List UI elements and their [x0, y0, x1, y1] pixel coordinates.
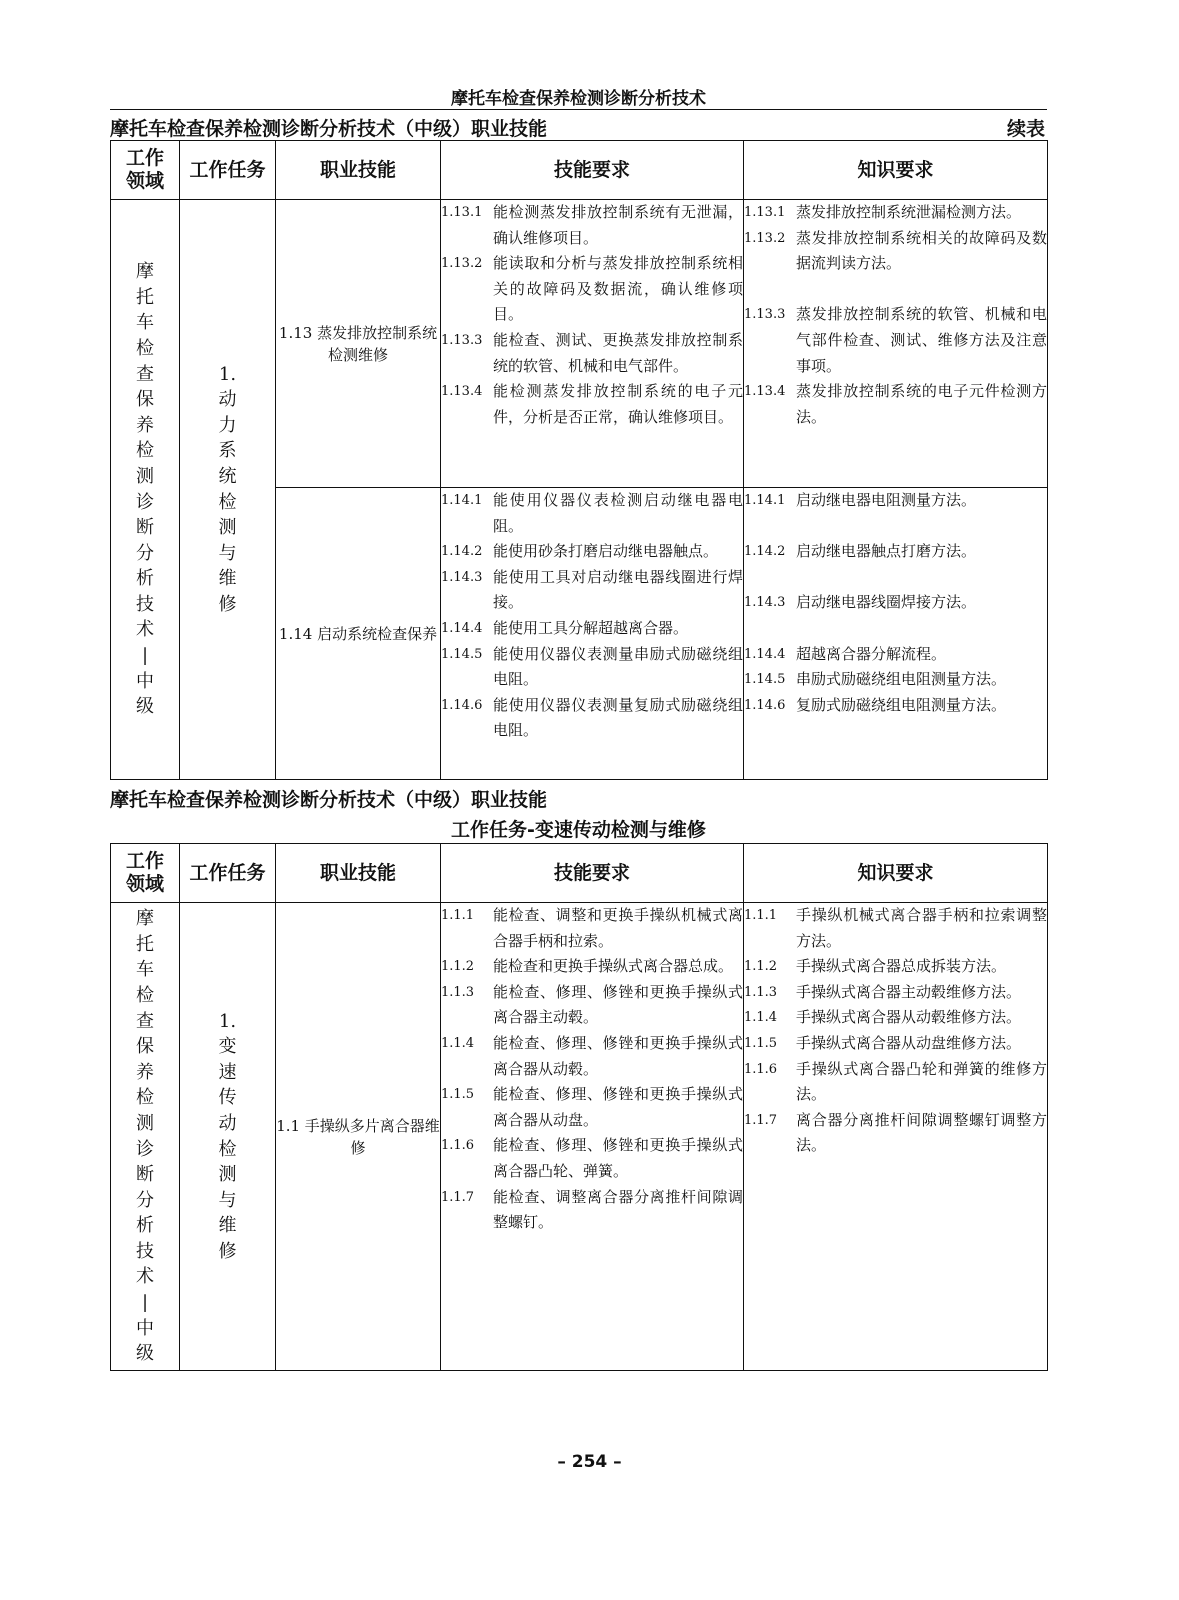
- header-work-domain-b: 领域: [125, 873, 164, 895]
- item-number: 1.14.5: [744, 672, 786, 688]
- item-text: 能检查、修理、修锉和更换手操纵式离合器从动毂。: [493, 1033, 743, 1078]
- vertical-char: 检: [218, 491, 237, 513]
- list-item: [441, 379, 743, 430]
- vertical-text: [111, 259, 179, 720]
- item-text: 启动继电器线圈焊接方法。: [796, 593, 977, 612]
- list-item: [744, 1057, 1047, 1108]
- vertical-char: 中: [136, 1317, 154, 1339]
- item-number: 1.13.1: [441, 205, 483, 220]
- list-item: [441, 1031, 743, 1082]
- table-header-row: [111, 141, 1048, 200]
- knowledge-req-cell: [744, 200, 1048, 488]
- item-number: 1.14.4: [441, 620, 483, 636]
- list-item: [441, 565, 743, 616]
- item-number: 1.1.4: [441, 1035, 475, 1051]
- list-item: [744, 1031, 1047, 1057]
- item-text: 复励式励磁绕组电阻测量方法。: [796, 695, 1007, 714]
- vertical-char: 级: [136, 1343, 154, 1365]
- vertical-char: 车: [136, 959, 154, 981]
- vertical-char: 术: [136, 1266, 154, 1288]
- item-number: 1.1.2: [441, 959, 475, 975]
- list-item: [441, 642, 743, 693]
- item-number: 1.14.3: [744, 595, 786, 611]
- vertical-char: 摩: [136, 261, 154, 283]
- item-number: 1.1.1: [744, 908, 778, 923]
- list-item: [441, 1133, 743, 1184]
- vertical-char: 托: [136, 286, 154, 308]
- list-item: [441, 539, 743, 565]
- item-number: 1.1.6: [744, 1061, 778, 1077]
- vertical-char: 检: [136, 984, 154, 1006]
- list-item: [744, 539, 1047, 565]
- list-item: [744, 200, 1047, 226]
- vertical-char: 析: [136, 568, 154, 590]
- vertical-char: 维: [218, 568, 237, 590]
- table-header-row: [111, 844, 1048, 903]
- item-number: 1.1.5: [441, 1087, 475, 1103]
- item-text: 能检查、测试、更换蒸发排放控制系统的软管、机械和电气部件。: [493, 330, 743, 375]
- list-item: [441, 903, 743, 954]
- table1-caption: [110, 114, 1047, 141]
- item-number: 1.14.2: [744, 544, 786, 560]
- item-number: 1.13.2: [441, 256, 483, 272]
- header-work-task: 工作任务: [180, 141, 276, 200]
- item-number: 1.14.5: [441, 646, 483, 662]
- skill-cell: 1.14 启动系统检查保养: [276, 488, 441, 780]
- item-number: 1.1.6: [441, 1138, 475, 1154]
- item-number: 1.14.6: [744, 697, 786, 713]
- vertical-char: 与: [218, 1189, 237, 1211]
- header-work-domain: [111, 844, 180, 903]
- item-text: 手操纵式离合器凸轮和弹簧的维修方法。: [796, 1059, 1047, 1104]
- item-number: 1.13.1: [744, 205, 786, 220]
- item-text: 能检查、修理、修锉和更换手操纵式离合器主动毂。: [493, 982, 743, 1027]
- list-item: [744, 1005, 1047, 1031]
- item-text: 启动继电器电阻测量方法。: [796, 491, 977, 509]
- vertical-char: 托: [136, 933, 154, 955]
- vertical-char: 断: [136, 517, 154, 539]
- skills-table-2: [110, 843, 1048, 1371]
- item-number: 1.1.1: [441, 908, 475, 923]
- item-text: 手操纵机械式离合器手柄和拉索调整方法。: [796, 906, 1047, 950]
- item-number: 1.13.2: [744, 230, 786, 246]
- work-task-cell: [180, 903, 276, 1371]
- item-text: 手操纵式离合器总成拆装方法。: [796, 957, 1007, 976]
- vertical-char: 养: [136, 414, 154, 436]
- vertical-text: [180, 1009, 275, 1265]
- list-item: [744, 980, 1047, 1006]
- vertical-text: [180, 362, 275, 618]
- vertical-char: 技: [136, 593, 154, 615]
- item-text: 启动继电器触点打磨方法。: [796, 542, 977, 561]
- header-work-domain: [111, 141, 180, 200]
- vertical-char: 诊: [136, 1138, 154, 1160]
- item-text: 能检测蒸发排放控制系统有无泄漏，确认维修项目。: [493, 203, 743, 247]
- work-domain-cell: [111, 200, 180, 780]
- item-number: 1.14.4: [744, 646, 786, 662]
- header-work-task: 工作任务: [180, 844, 276, 903]
- item-text: 能检查、修理、修锉和更换手操纵式离合器从动盘。: [493, 1085, 743, 1129]
- list-item: [744, 379, 1047, 430]
- table2-caption-text: 摩托车检查保养检测诊断分析技术（中级）职业技能: [110, 789, 548, 811]
- vertical-char: 1.: [218, 1010, 237, 1032]
- vertical-char: 系: [218, 440, 237, 462]
- vertical-char: 析: [136, 1215, 154, 1237]
- list-item: [744, 903, 1047, 954]
- vertical-char: 检: [136, 440, 154, 462]
- header-knowledge-requirements: 知识要求: [744, 844, 1048, 903]
- header-knowledge-requirements: 知识要求: [744, 141, 1048, 200]
- list-item: [441, 1185, 743, 1236]
- vertical-char: 断: [136, 1164, 154, 1186]
- list-item: [744, 226, 1047, 277]
- header-skill-requirements: 技能要求: [441, 141, 744, 200]
- header-skill: 职业技能: [276, 844, 441, 903]
- page-number: – 254 –: [557, 1452, 622, 1472]
- table1-caption-text: 摩托车检查保养检测诊断分析技术（中级）职业技能: [110, 118, 548, 140]
- item-number: 1.1.5: [744, 1035, 778, 1051]
- item-text: 能使用砂条打磨启动继电器触点。: [493, 542, 719, 561]
- vertical-char: 统: [218, 465, 237, 487]
- running-head: 摩托车检查保养检测诊断分析技术: [451, 89, 706, 109]
- vertical-char: 测: [136, 465, 154, 487]
- vertical-char: 变: [218, 1036, 237, 1058]
- list-item: [744, 488, 1047, 514]
- item-text: 手操纵式离合器主动毂维修方法。: [796, 982, 1022, 1001]
- vertical-char: 检: [136, 337, 154, 359]
- header-rule: [110, 109, 1047, 110]
- vertical-char: 检: [136, 1087, 154, 1109]
- header-work-domain-a: 工作: [125, 850, 164, 872]
- item-text: 蒸发排放控制系统相关的故障码及数据流判读方法。: [796, 228, 1047, 273]
- item-text: 能检测蒸发排放控制系统的电子元件，分析是否正常，确认维修项目。: [493, 382, 743, 426]
- item-text: 能检查、调整和更换手操纵机械式离合器手柄和拉索。: [493, 906, 743, 950]
- item-number: 1.1.2: [744, 959, 778, 975]
- item-text: 能使用工具对启动继电器线圈进行焊接。: [493, 567, 743, 612]
- vertical-char: 中: [136, 670, 154, 692]
- vertical-char: 查: [136, 363, 154, 385]
- item-number: 1.1.4: [744, 1010, 778, 1026]
- vertical-text: [111, 906, 179, 1367]
- vertical-char: 测: [218, 517, 237, 539]
- list-item: [744, 642, 1047, 668]
- item-text: 能检查、调整离合器分离推杆间隙调整螺钉。: [493, 1187, 743, 1232]
- item-text: 能检查和更换手操纵式离合器总成。: [493, 957, 734, 976]
- vertical-char: 查: [136, 1010, 154, 1032]
- item-number: 1.1.7: [441, 1189, 475, 1205]
- work-domain-cell: [111, 903, 180, 1371]
- vertical-char: 速: [218, 1061, 237, 1083]
- list-item: [441, 980, 743, 1031]
- list-item: [441, 251, 743, 328]
- item-number: 1.14.1: [744, 493, 786, 508]
- knowledge-req-cell: [744, 488, 1048, 780]
- vertical-char: |: [141, 1292, 149, 1314]
- item-number: 1.1.3: [441, 984, 475, 1000]
- vertical-char: 分: [136, 1189, 154, 1211]
- table-row: [111, 200, 1048, 488]
- item-number: 1.14.6: [441, 697, 483, 713]
- item-text: 能使用工具分解超越离合器。: [493, 618, 689, 637]
- list-item: [441, 488, 743, 539]
- item-text: 蒸发排放控制系统泄漏检测方法。: [796, 203, 1022, 221]
- item-number: 1.13.4: [744, 384, 786, 400]
- item-text: 串励式励磁绕组电阻测量方法。: [796, 670, 1007, 689]
- list-item: [441, 328, 743, 379]
- vertical-char: 维: [218, 1215, 237, 1237]
- item-number: 1.13.3: [744, 307, 786, 323]
- vertical-char: 保: [136, 1036, 154, 1058]
- vertical-char: 分: [136, 542, 154, 564]
- list-item: [441, 693, 743, 744]
- vertical-char: 动: [218, 1112, 237, 1134]
- skill-cell: 1.1 手操纵多片离合器维修: [276, 903, 441, 1371]
- list-item: [441, 200, 743, 251]
- skill-req-cell: [441, 903, 744, 1371]
- item-number: 1.1.7: [744, 1112, 778, 1128]
- skills-table-1: [110, 140, 1048, 780]
- continued-label: 续表: [1006, 118, 1045, 140]
- knowledge-req-cell: [744, 903, 1048, 1371]
- item-text: 离合器分离推杆间隙调整螺钉调整方法。: [796, 1110, 1047, 1155]
- item-text: 能使用仪器仪表测量串励式励磁绕组电阻。: [493, 644, 743, 689]
- list-item: [744, 667, 1047, 693]
- vertical-char: 修: [218, 1240, 237, 1262]
- vertical-char: 摩: [136, 908, 154, 930]
- vertical-char: 诊: [136, 491, 154, 513]
- vertical-char: 传: [218, 1087, 237, 1109]
- item-text: 能使用仪器仪表测量复励式励磁绕组电阻。: [493, 695, 743, 740]
- list-item: [744, 1108, 1047, 1159]
- vertical-char: |: [141, 645, 149, 667]
- header-skill-requirements: 技能要求: [441, 844, 744, 903]
- item-text: 能检查、修理、修锉和更换手操纵式离合器凸轮、弹簧。: [493, 1136, 743, 1180]
- vertical-char: 保: [136, 389, 154, 411]
- skill-req-cell: [441, 200, 744, 488]
- vertical-char: 车: [136, 312, 154, 334]
- header-work-domain-b: 领域: [125, 170, 164, 192]
- vertical-char: 术: [136, 619, 154, 641]
- item-number: 1.14.1: [441, 493, 483, 508]
- item-number: 1.13.3: [441, 332, 483, 348]
- item-text: 手操纵式离合器从动盘维修方法。: [796, 1033, 1022, 1052]
- item-number: 1.14.3: [441, 569, 483, 585]
- skill-cell: 1.13 蒸发排放控制系统检测维修: [276, 200, 441, 488]
- item-text: 蒸发排放控制系统的软管、机械和电气部件检查、测试、维修方法及注意事项。: [796, 305, 1047, 375]
- vertical-char: 测: [136, 1112, 154, 1134]
- vertical-char: 测: [218, 1164, 237, 1186]
- list-item: [744, 693, 1047, 719]
- vertical-char: 修: [218, 593, 237, 615]
- table-row: [111, 903, 1048, 1371]
- skill-req-cell: [441, 488, 744, 780]
- item-text: 手操纵式离合器从动毂维修方法。: [796, 1008, 1022, 1027]
- vertical-char: 力: [218, 414, 237, 436]
- item-number: 1.13.4: [441, 384, 483, 400]
- item-number: 1.14.2: [441, 544, 483, 560]
- vertical-char: 与: [218, 542, 237, 564]
- list-item: [744, 302, 1047, 379]
- table2-subcaption: 工作任务-变速传动检测与维修: [451, 819, 706, 841]
- header-work-domain-a: 工作: [125, 147, 164, 169]
- header-skill: 职业技能: [276, 141, 441, 200]
- vertical-char: 1.: [218, 363, 237, 385]
- item-text: 超越离合器分解流程。: [796, 644, 947, 663]
- vertical-char: 动: [218, 389, 237, 411]
- vertical-char: 技: [136, 1240, 154, 1262]
- vertical-char: 检: [218, 1138, 237, 1160]
- item-text: 能使用仪器仪表检测启动继电器电阻。: [493, 491, 743, 535]
- list-item: [441, 616, 743, 642]
- work-task-cell: [180, 200, 276, 780]
- vertical-char: 养: [136, 1061, 154, 1083]
- item-text: 能读取和分析与蒸发排放控制系统相关的故障码及数据流，确认维修项目。: [493, 254, 743, 324]
- list-item: [744, 954, 1047, 980]
- list-item: [744, 590, 1047, 616]
- list-item: [441, 954, 743, 980]
- item-text: 蒸发排放控制系统的电子元件检测方法。: [796, 382, 1047, 426]
- table2-caption: [110, 785, 1047, 812]
- item-number: 1.1.3: [744, 984, 778, 1000]
- vertical-char: 级: [136, 696, 154, 718]
- list-item: [441, 1082, 743, 1133]
